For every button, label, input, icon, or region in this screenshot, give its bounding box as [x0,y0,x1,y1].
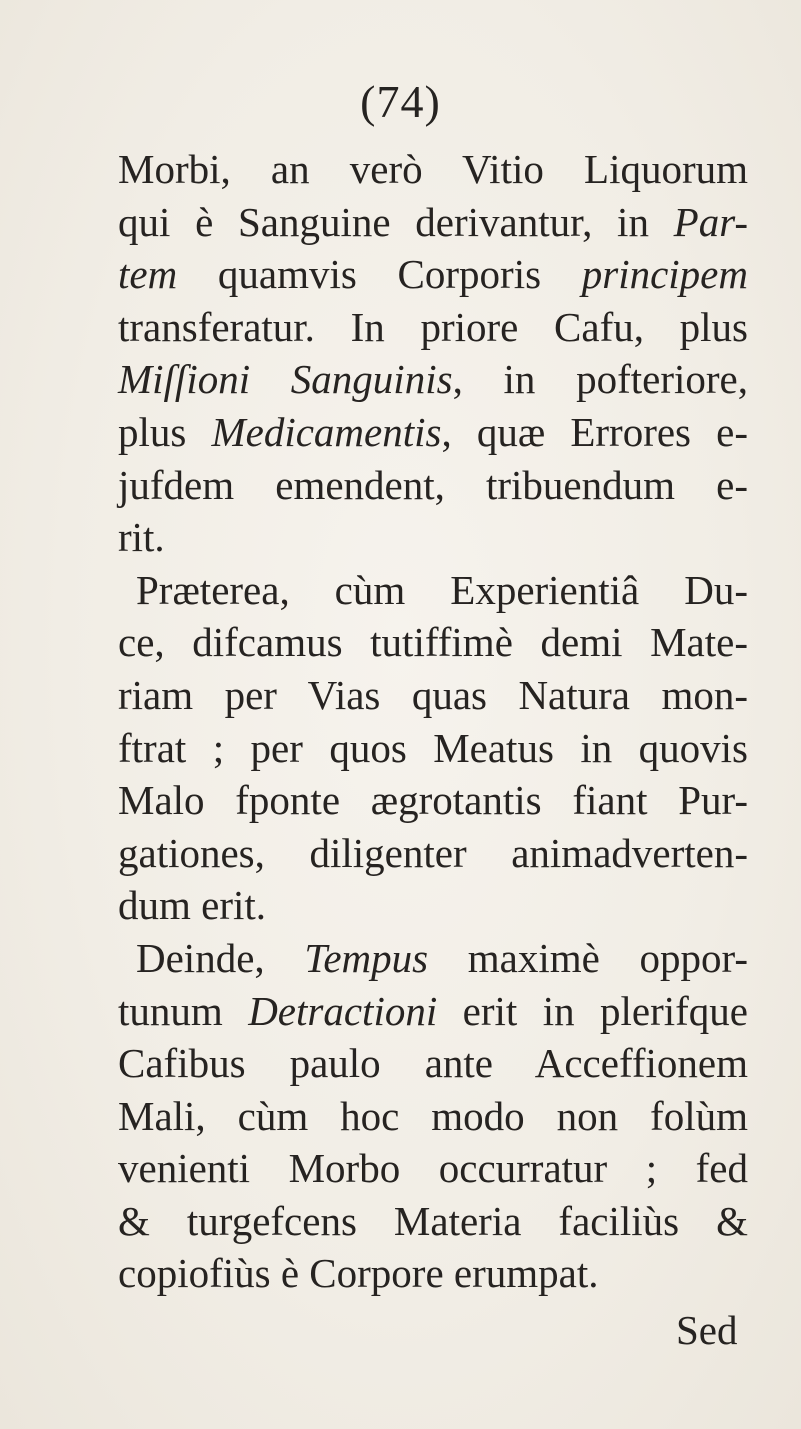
italic-text: principem [581,251,748,298]
paragraph [118,564,748,932]
body-text [118,143,748,1300]
roman-text: maximè oppor- [428,934,748,981]
text-line [118,1195,748,1248]
paragraph [118,143,748,564]
text-line [118,511,748,564]
roman-text: Cafibus paulo ante Acceffionem [118,1040,748,1087]
italic-text: Par- [673,198,748,245]
roman-text: , in pofteriore, [452,356,748,403]
text-line [118,1142,748,1195]
roman-text: Malo fponte ægrotantis fiant Pur- [118,777,748,824]
text-line [118,406,748,459]
paragraph [118,932,748,1300]
text-line [118,616,748,669]
text-line [118,353,748,406]
roman-text: copiofiùs è Corpore erumpat. [118,1250,599,1297]
roman-text: & turgefcens Materia faciliùs & [118,1197,748,1244]
text-line [118,1090,748,1143]
text-line [118,774,748,827]
italic-text: tem [118,251,178,298]
roman-text: transferatur. In priore Cafu, plus [118,303,748,350]
text-line [118,459,748,512]
text-line [118,827,748,880]
roman-text: Morbi, an verò Vitio Liquorum [118,146,748,192]
roman-text: Deinde, [136,934,305,981]
text-line [118,932,748,985]
italic-text: Medicamentis [211,408,442,455]
roman-text: riam per Vias quas Natura mon- [118,671,748,718]
roman-text: erit in plerifque [437,987,748,1034]
text-line [118,564,748,617]
italic-text: Tempus [304,934,429,981]
text-line [118,669,748,722]
roman-text: ftrat ; per quos Meatus in quovis [118,724,748,771]
roman-text: qui è Sanguine derivantur, in [118,198,674,245]
roman-text: venienti Morbo occurratur ; fed [118,1145,748,1192]
italic-text: Detractioni [248,987,438,1034]
italic-text: Miſſioni Sanguinis [118,356,453,403]
text-line [118,1037,748,1090]
page-number: (74) [360,76,441,127]
text-line [118,985,748,1038]
text-line [118,722,748,775]
text-line [118,1247,748,1300]
catchword: Sed [676,1307,738,1353]
roman-text: quamvis Corporis [177,251,582,298]
roman-text: ce, difcamus tutiffimè demi Mate- [118,619,748,666]
text-line [118,196,748,249]
roman-text: dum erit. [118,882,267,929]
roman-text: Mali, cùm hoc modo non folùm [118,1092,748,1139]
roman-text: tunum [118,987,249,1034]
roman-text: Præterea, cùm Experientiâ Du- [136,566,748,613]
roman-text: jufdem emendent, tribuendum e- [118,461,748,508]
roman-text: gationes, diligenter animadverten- [118,829,748,876]
roman-text: plus [118,408,212,455]
roman-text: rit. [118,514,165,561]
text-line [118,879,748,932]
text-line [118,301,748,354]
roman-text: , quæ Errores e- [441,408,748,455]
text-line [118,248,748,301]
text-line [118,143,748,196]
